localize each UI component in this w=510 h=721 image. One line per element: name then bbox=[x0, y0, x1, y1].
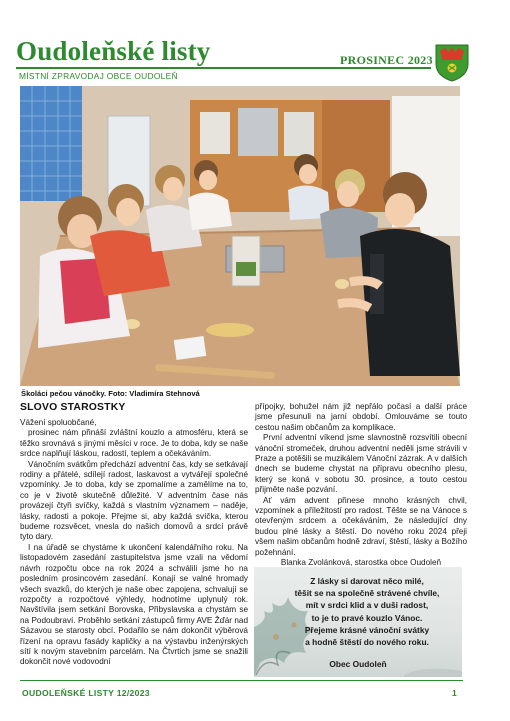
footer-issue-label: OUDOLEŇSKÉ LISTY 12/2023 bbox=[22, 688, 150, 698]
photo-caption: Školáci pečou vánočky. Foto: Vladimíra Stehnová bbox=[21, 389, 200, 398]
greeting-line: těšit se na společně strávené chvíle, bbox=[294, 588, 440, 599]
article-paragraph: přípojky, bohužel nám již nepřálo počasí a další práce jsme přesunuli na jarní období. Omlouváme se touto cestou našim občanům za komplikace. bbox=[255, 402, 467, 432]
greeting-line: a hodně štěstí do nového roku. bbox=[305, 637, 429, 648]
article-paragraph: Ať vám advent přinese mnoho krásných chvil, vzpomínek a příležitostí pro radost. Těšte se na Vánoce s otevřeným srdcem a očekáváním, že následující dny budou plné lásky a štěstí. Do nového roku 2024 přeji všem našim občanům hodně zdraví, štěstí, lásky a Božího požehnání. bbox=[255, 495, 467, 557]
article-paragraph: I na úřadě se chystáme k ukončení kalendářního roku. Na listopadovém zasedání zastupitelstva jsme vzali na vědomí návrh rozpočtu obce na rok 2024 a schválili jsme ho na posledním prosincovém zasedání. Konají se valné hromady všech svazků, do kterých je naše obec zapojena, schvalují se rozpočty a rozpočtové výhledy, hodnotíme uplynulý rok. Navštívila jsem setkání Borovska, Přibyslavska a chystám se na Podoubraví. Proběhlo setkání zástupců firmy AVE Žďár nad Sázavou se starosty obcí. Podařilo se nám dokončit výběrová řízení na opravu fasády kapličky a na výstavbu inženýrských sítí k novým stavebním parcelám. Na Čtvrtich jsme se snažili dokončit nové vodovodní bbox=[20, 542, 248, 667]
footer-divider bbox=[20, 680, 463, 681]
greeting-line: to je to pravé kouzlo Vánoc. bbox=[311, 612, 423, 623]
page-number: 1 bbox=[452, 688, 457, 698]
article-left-column bbox=[20, 402, 248, 668]
village-coat-of-arms-icon bbox=[435, 44, 469, 82]
masthead-divider bbox=[16, 67, 431, 69]
greeting-line: Přejeme krásné vánoční svátky bbox=[304, 624, 430, 635]
article-paragraph: prosinec nám přináší zvláštní kouzlo a atmosféru, která se těžko srovnává s jinými měsíci v roce. Je to doba, kdy se naše srdce naplňují láskou, radostí, teplem a očekáváním. bbox=[20, 428, 248, 459]
article-right-column bbox=[255, 402, 467, 569]
children-baking-photo bbox=[20, 86, 460, 386]
article-heading: SLOVO STAROSTKY bbox=[20, 402, 126, 413]
greeting-line: mít v srdci klid a v duši radost, bbox=[305, 600, 429, 611]
greeting-line: Z lásky si darovat něco milé, bbox=[310, 576, 424, 586]
article-paragraph: První adventní víkend jsme slavnostně rozsvítili obecní vánoční stromeček, druhou adventní neděli jsme strávili v Praze a potěšili se muzikálem Vánoční zázrak. A v dalších dnech se budeme chystat na přípravu obecního plesu, který se koná v sobotu 30. prosince, a touto cestou přijměte naše pozvání. bbox=[255, 433, 467, 495]
christmas-greeting-box bbox=[254, 567, 462, 677]
article-paragraph: Vánočním svátkům předchází adventní čas, kdy se setkávají rodiny a přátelé, sdílejí radost, laskavost a vytvářejí společné vzpomínky. Je to doba, kdy se zpomalíme a zamělíme na to, co je v životě skutečně důležité. V adventním čase nás provázejí čtyři svíčky, každá s vlastním významem – naděje, lásky, radosti a pokoje. Přejme si, aby každá svíčka, kterou budeme rozsvěcet, vnesla do našich domovů a srdcí právě tyto dary. bbox=[20, 459, 248, 542]
article-paragraph: Vážení spoluobčané, bbox=[20, 418, 97, 427]
article-signature: Blanka Zvolánková, starostka obce Oudoleň bbox=[280, 558, 442, 568]
greeting-signature: Obec Oudoleň bbox=[329, 659, 387, 669]
issue-date: PROSINEC 2023 bbox=[340, 53, 433, 67]
newsletter-subtitle: MÍSTNÍ ZPRAVODAJ OBCE OUDOLEŇ bbox=[19, 71, 178, 81]
newsletter-title: Oudoleňské listy bbox=[16, 36, 211, 66]
